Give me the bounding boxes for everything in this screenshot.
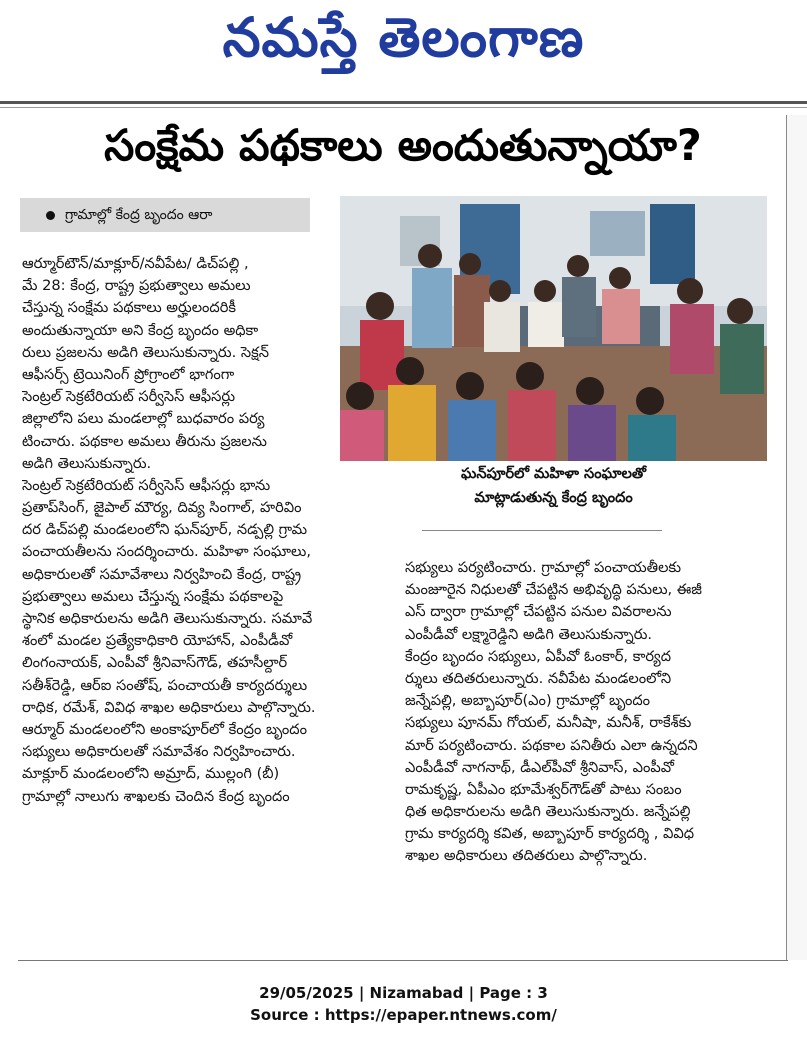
text-line: ఎంపీడీవో నాగనాథ్, డీఎల్‌పీవో శ్రీనివాస్, ఎంపీవో [405, 758, 675, 776]
text-line: సభ్యులు అధికారులతో సమావేశం నిర్వహించారు. [22, 743, 296, 761]
article-column-2 [405, 557, 775, 868]
kicker-text: గ్రామాల్లో కేంద్ర బృందం ఆరా [65, 207, 213, 223]
text-line: ఆఫీసర్స్ ట్రెయినింగ్ ప్రోగ్రాంలో భాగంగా [22, 365, 235, 383]
photo-illustration [340, 196, 767, 461]
text-line: దర డిచ్‌పల్లి మండలంలోని ఘన్‌పూర్, నడ్పల్లి గ్రామ [22, 521, 308, 539]
text-line: మే 28: కేంద్ర, రాష్ట్ర ప్రభుత్వాలు అమలు [22, 277, 251, 295]
text-line: మాక్లూర్ మండలంలోని అమ్రాద్, ముల్లంగి (బీ) [22, 765, 280, 783]
text-line: ఎస్ ద్వారా గ్రామాల్లో చేపట్టిన పనుల వివరాలను [405, 603, 672, 621]
footer-edition: 29/05/2025 | Nizamabad | Page : 3 [259, 984, 548, 1002]
masthead-rule-thin [0, 107, 807, 108]
adjacent-article-strip [786, 115, 807, 960]
text-line: గ్రామ కార్యదర్శి కవిత, అబ్బాపూర్ కార్యదర్శి , వివిధ [405, 825, 695, 843]
footer-rule [18, 960, 788, 961]
text-line: సభ్యులు పర్యటించారు. గ్రామాల్లో పంచాయతీలకు [405, 559, 682, 576]
footer-source-link[interactable]: Source : https://epaper.ntnews.com/ [250, 1006, 557, 1024]
kicker-box [20, 198, 310, 232]
text-line: జన్నేపల్లి, అబ్బాపూర్(ఎం) గ్రామాల్లో బృందం [405, 692, 651, 710]
article-headline: సంక్షేమ పథకాలు అందుతున్నాయా? [104, 121, 702, 171]
text-line: జిల్లాలోని పలు మండలాల్లో బుధవారం పర్య [22, 410, 265, 428]
text-line: టించారు. పథకాల అమలు తీరును ప్రజలను [22, 432, 267, 450]
masthead-rule [0, 101, 807, 104]
text-line: మార్ పర్యటించారు. పథకాల పనితీరు ఎలా ఉన్నదని [405, 736, 698, 754]
text-line: లింగంనాయక్, ఎంపీవో శ్రీనివాస్‌గౌడ్, తహసీల్దార్ [22, 654, 288, 672]
text-line: సెంట్రల్ సెక్రటేరియట్ సర్వీసెస్ ఆఫీసర్లు [22, 388, 236, 406]
caption-line: మాట్లాడుతున్న కేంద్ర బృందం [474, 490, 633, 506]
text-line: ప్రభుత్వాలు అమలు చేస్తున్న సంక్షేమ పథకాలపై [22, 587, 284, 605]
article-photo [340, 196, 767, 461]
text-line: ప్రతాప్‌సింగ్, జైపాల్ మౌర్య, దివ్య సింగాల్, హరివిం [22, 499, 302, 517]
text-line: రాధిక, రమేశ్, వివిధ శాఖల అధికారులు పాల్గొన్నారు. [22, 698, 316, 716]
text-line: ర్శులు తదితరులున్నారు. నవీపేట మండలంలోని [405, 669, 672, 687]
text-line: గ్రామాల్లో నాలుగు శాఖలకు చెందిన కేంద్ర బృందం [22, 787, 290, 805]
text-line: కేంద్రం బృందం సభ్యులు, ఏపీవో ఓంకార్, కార్యద [405, 647, 672, 665]
text-line: చేస్తున్న సంక్షేమ పథకాలు అర్హులందరికీ [22, 299, 237, 317]
text-line: అధికారులతో సమావేశాలు నిర్వహించి కేంద్ర, రాష్ట్ర [22, 565, 302, 583]
text-line: ఆర్మూర్‌టౌన్/మాక్లూర్/నవీపేట/ డిచ్‌పల్లి , [22, 255, 249, 272]
text-line: రులు ప్రజలను అడిగి తెలుసుకున్నారు. సెక్షన్ [22, 343, 269, 361]
bullet-icon [46, 211, 55, 220]
text-line: మంజూరైన నిధులతో చేపట్టిన అభివృద్ధి పనులు, ఈజీ [405, 581, 702, 599]
text-line: ఎంపీడీవో లక్ష్మారెడ్డిని అడిగి తెలుసుకున్నారు. [405, 625, 653, 643]
photo-caption [340, 462, 767, 510]
text-line: శాఖల అధికారులు తదితరులు పాల్గొన్నారు. [405, 847, 648, 865]
text-line: ధిత అధికారులను అడిగి తెలుసుకున్నారు. జన్నేపల్లి [405, 803, 691, 821]
text-line: అందుతున్నాయా అని కేంద్ర బృందం అధికా [22, 321, 259, 339]
text-line: అడిగి తెలుసుకున్నారు. [22, 454, 152, 472]
text-line: స్థానిక అధికారులను అడిగి తెలుసుకున్నారు. సమావే [22, 610, 313, 627]
article-column-1 [22, 253, 388, 808]
text-line: సెంట్రల్ సెక్రటేరియట్ సర్వీసెస్ ఆఫీసర్లు భాను [22, 476, 271, 494]
caption-rule [422, 530, 662, 531]
text-line: శంలో మండల ప్రత్యేకాధికారి యోహాన్, ఎంపీడీవో [22, 632, 293, 650]
text-line: ఆర్మూర్ మండలంలోని అంకాపూర్‌లో కేంద్రం బృందం [22, 720, 308, 738]
text-line: రామకృష్ణ, ఏపీఎం భూమేశ్వర్‌గౌడ్‌తో పాటు సంబం [405, 780, 682, 798]
text-line: సతీశ్‌రెడ్డి, ఆర్ఐ సంతోష్, పంచాయతీ కార్యదర్శులు [22, 676, 308, 694]
caption-line: ఘన్‌పూర్‌లో మహిళా సంఘాలతో [460, 466, 647, 482]
text-line: సభ్యులు పూనమ్ గోయల్, మనీషా, మనీశ్, రాకేశ్‌కు [405, 714, 692, 732]
masthead [0, 0, 807, 100]
masthead-title: నమస్తే తెలంగాణ [222, 6, 585, 69]
text-line: పంచాయతీలను సందర్శించారు. మహిళా సంఘాలు, [22, 543, 311, 561]
